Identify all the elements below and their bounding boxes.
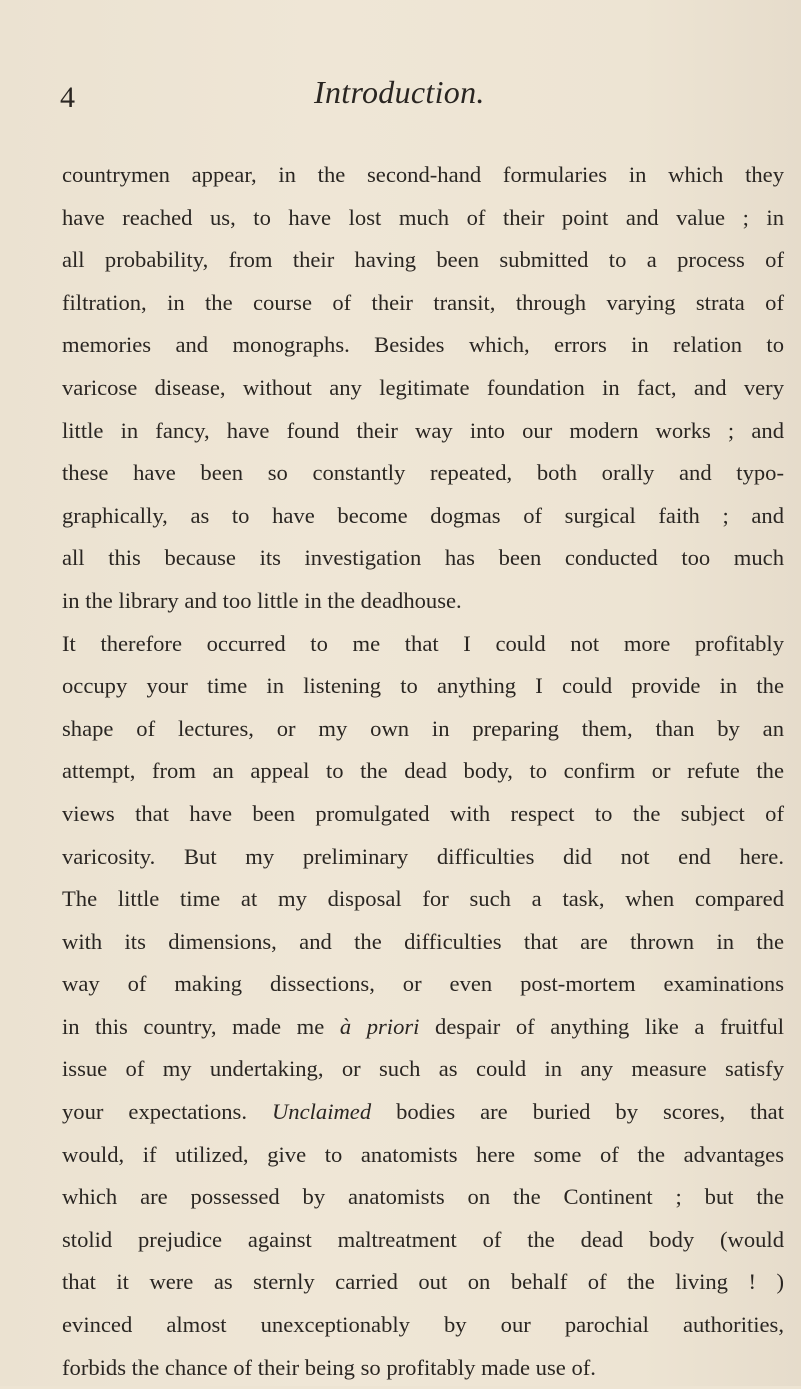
text-segment: bodies are buried by scores, that [371, 1099, 784, 1125]
text-segment: your expectations. [62, 1099, 272, 1125]
text-segment: in this country, made me [62, 1013, 340, 1039]
text-line: way of making dissections, or even post-mortem examinations [62, 971, 784, 997]
running-head [0, 72, 801, 132]
text-line: shape of lectures, or my own in preparing them, than by an [62, 715, 784, 741]
text-line: all this because its investigation has been conducted too much [62, 545, 784, 571]
text-line: that it were as sternly carried out on behalf of the living ! ) [62, 1269, 784, 1295]
text-line: would, if utilized, give to anatomists here some of the advantages [62, 1141, 784, 1167]
text-line: memories and monographs. Besides which, errors in relation to [62, 332, 784, 358]
text-line: evinced almost unexceptionably by our parochial authorities, [62, 1312, 784, 1338]
text-line: occupy your time in listening to anything I could provide in the [62, 673, 784, 699]
italic-phrase: Unclaimed [271, 1099, 372, 1125]
paragraph-end-line: in the library and too little in the deadhouse. [62, 587, 462, 613]
text-line: have reached us, to have lost much of their point and value ; in [62, 204, 784, 230]
text-line: views that have been promulgated with respect to the subject of [62, 800, 784, 826]
paragraph-end-line: forbids the chance of their being so profitably made use of. [62, 1354, 596, 1380]
body-text [62, 154, 784, 1389]
text-line: graphically, as to have become dogmas of surgical faith ; and [62, 502, 784, 528]
text-line: attempt, from an appeal to the dead body, to confirm or refute the [62, 758, 784, 784]
text-line: varicosity. But my preliminary difficulties did not end here. [62, 843, 784, 869]
text-line: little in fancy, have found their way into our modern works ; and [62, 417, 784, 443]
text-line: filtration, in the course of their transit, through varying strata of [62, 289, 784, 315]
text-line: which are possessed by anatomists on the Continent ; but the [62, 1184, 784, 1210]
text-line: varicose disease, without any legitimate foundation in fact, and very [62, 374, 784, 400]
text-line: stolid prejudice against maltreatment of the dead body (would [62, 1226, 784, 1252]
running-title: Introduction. [314, 74, 485, 110]
text-line: countrymen appear, in the second-hand formularies in which they [62, 162, 784, 187]
paragraph-first-line: It therefore occurred to me that I could not more profitably [62, 630, 784, 656]
text-line: all probability, from their having been submitted to a process of [62, 247, 784, 273]
italic-phrase: à priori [339, 1013, 420, 1039]
text-line: with its dimensions, and the difficulties that are thrown in the [62, 928, 784, 954]
text-line: these have been so constantly repeated, both orally and typo- [62, 460, 784, 486]
page-number: 4 [60, 81, 75, 114]
text-line [62, 1006, 784, 1049]
text-line [62, 1091, 784, 1134]
text-line: The little time at my disposal for such a task, when compared [62, 886, 784, 912]
text-segment: despair of anything like a fruitful [419, 1013, 784, 1039]
text-line: issue of my undertaking, or such as could in any measure satisfy [62, 1056, 784, 1082]
